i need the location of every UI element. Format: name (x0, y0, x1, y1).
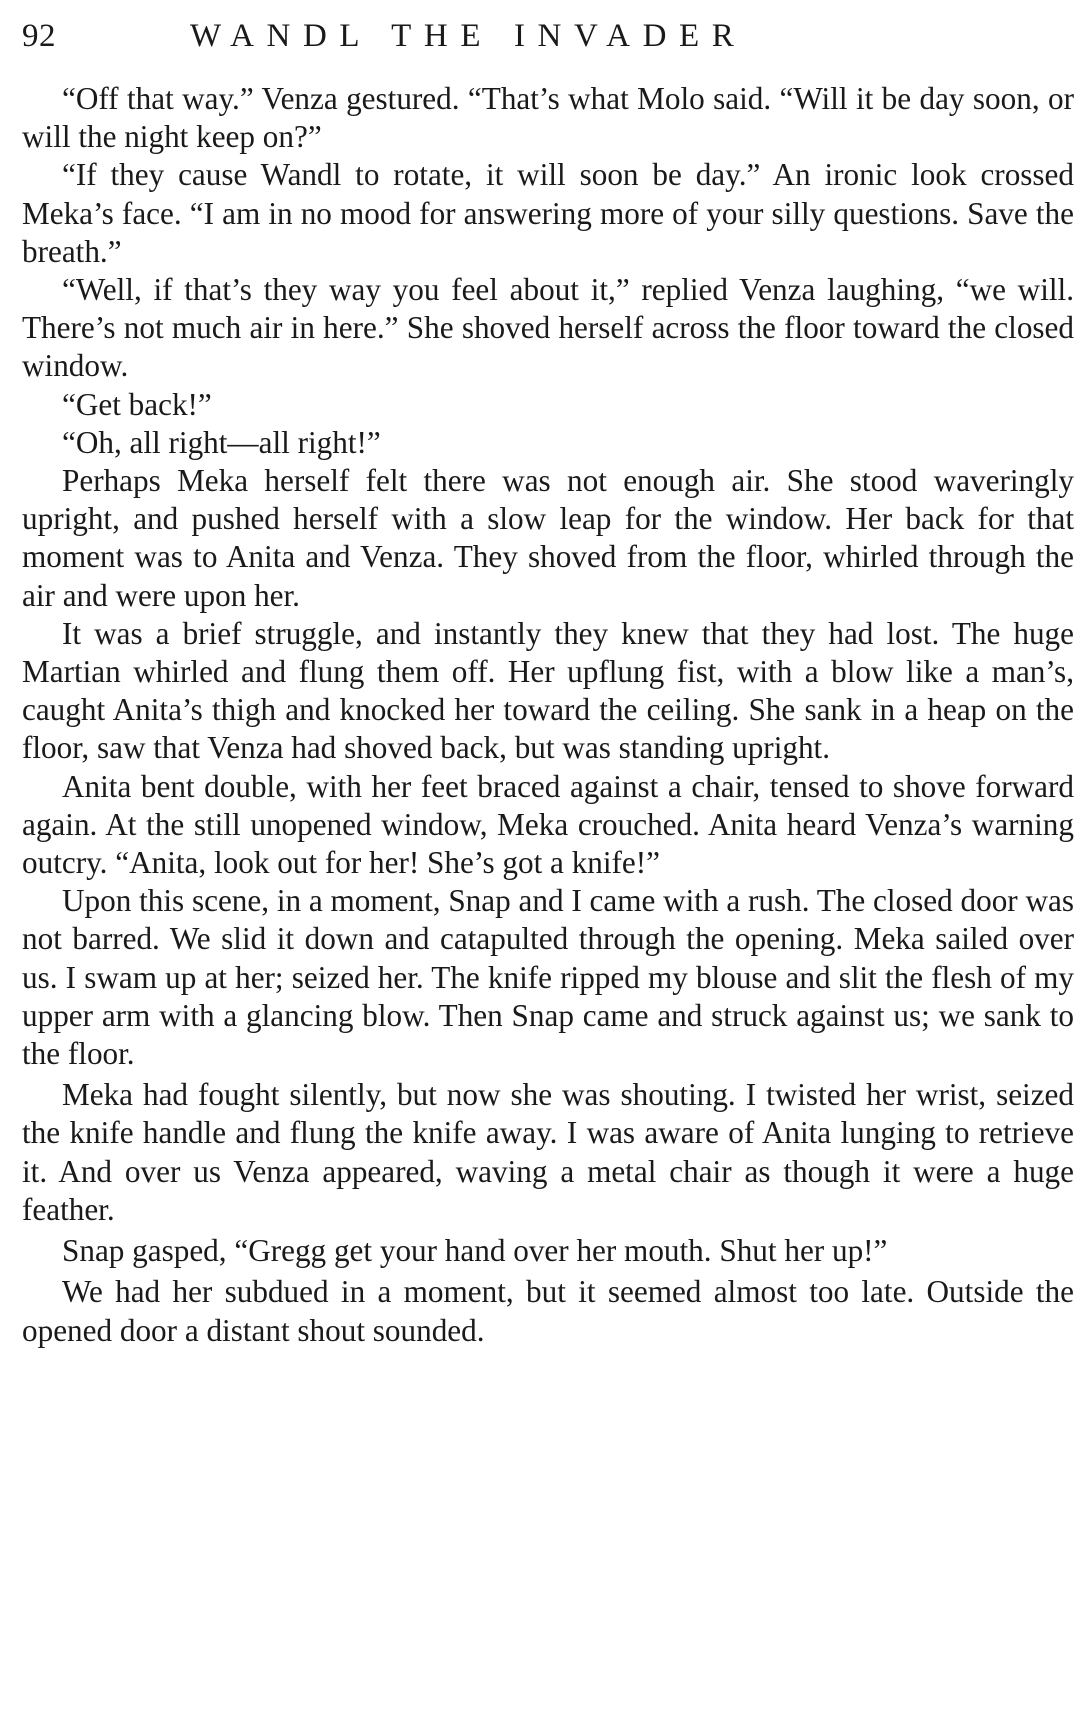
page-number: 92 (22, 18, 56, 54)
paragraph: “Off that way.” Venza gestured. “That’s what Molo said. “Will it be day soon, or will the night keep on?” (22, 81, 1074, 155)
paragraph: Perhaps Meka herself felt there was not enough air. She stood waveringly upright, and pushed herself with a slow leap for the window. Her back for that moment was to Anita and Venza. They shoved from the floor, whirled through the air and were upon her. (22, 463, 1074, 613)
paragraph: “Well, if that’s they way you feel about it,” replied Venza laughing, “we will. There’s not much air in here.” She shoved herself across the floor toward the closed window. (22, 272, 1074, 384)
paragraph: “If they cause Wandl to rotate, it will soon be day.” An ironic look crossed Meka’s face. “I am in no mood for answering more of your silly questions. Save the breath.” (22, 157, 1074, 269)
page-header (22, 12, 1074, 64)
paragraph: Snap gasped, “Gregg get your hand over her mouth. Shut her up!” (62, 1233, 888, 1269)
book-page (22, 12, 1074, 1350)
paragraph: “Get back!” (62, 386, 212, 422)
paragraph: Meka had fought silently, but now she was shouting. I twisted her wrist, seized the knife handle and flung the knife away. I was aware of Anita lunging to retrieve it. And over us Venza appeared, waving a metal chair as though it were a huge feather. (22, 1077, 1074, 1227)
paragraph: Anita bent double, with her feet braced against a chair, tensed to shove forward again. At the still unopened window, Meka crouched. Anita heard Venza’s warning outcry. “Anita, look out for her! She’s got a knife!” (22, 768, 1074, 881)
body-text (22, 80, 1074, 1350)
paragraph: We had her subdued in a moment, but it seemed almost too late. Outside the opened door a distant shout sounded. (22, 1274, 1074, 1348)
paragraph: It was a brief struggle, and instantly they knew that they had lost. The huge Martian whirled and flung them off. Her upflung fist, with a blow like a man’s, caught Anita’s thigh and knocked her toward the ceiling. She sank in a heap on the floor, saw that Venza had shoved back, but was standing upright. (22, 615, 1074, 766)
paragraph: “Oh, all right—all right!” (62, 424, 381, 460)
running-title: WANDL THE INVADER (190, 18, 747, 54)
paragraph: Upon this scene, in a moment, Snap and I came with a rush. The closed door was not barred. We slid it down and catapulted through the opening. Meka sailed over us. I swam up at her; seized her. The knife ripped my blouse and slit the flesh of my upper arm with a glancing blow. Then Snap came and struck against us; we sank to the floor. (22, 883, 1074, 1072)
